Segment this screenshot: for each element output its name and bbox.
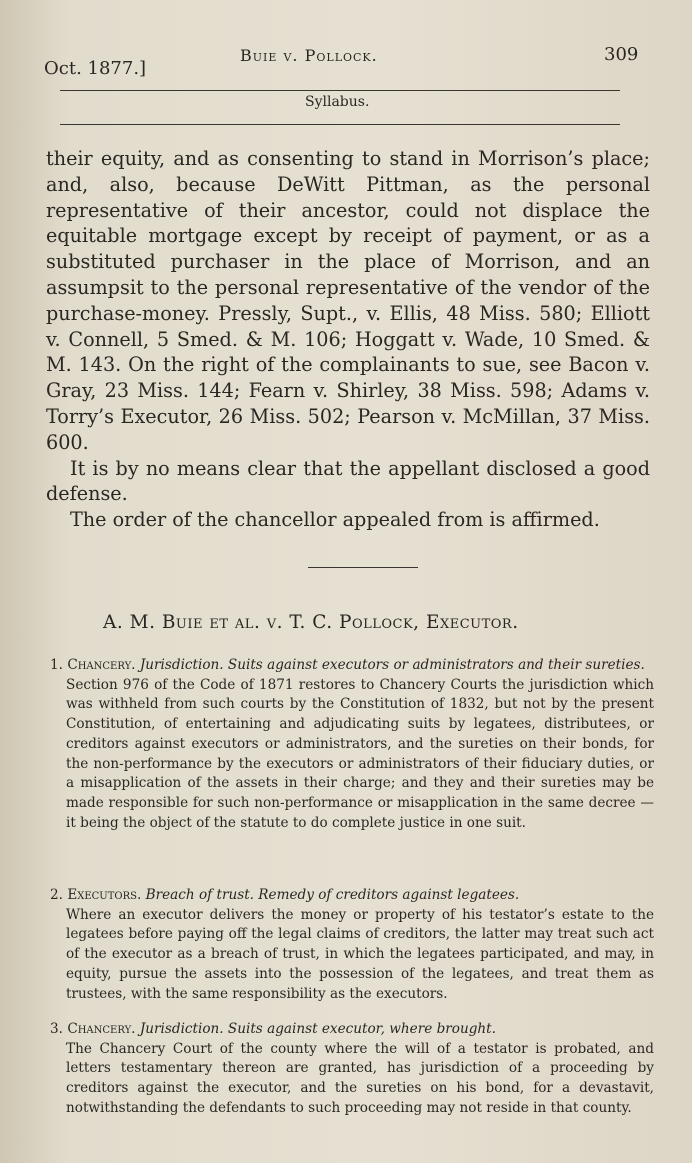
syllabus-item-2	[50, 886, 654, 1004]
header-rule-top	[60, 90, 620, 91]
syllabus-heading: Executors.	[67, 887, 142, 903]
syllabus-topic: Jurisdiction. Suits against executor, where brought.	[139, 1021, 496, 1037]
opinion-text	[46, 146, 650, 533]
section-label: Syllabus.	[305, 94, 370, 110]
syllabus-text: Section 976 of the Code of 1871 restores to Chancery Courts the jurisdiction which was withheld from such courts by the Constitution of 1832, but not by the present Constitution, of entertaining and adjudicating suits by legatees, distributees, or creditors against executors or administrators, and the sureties on their bonds, for the non-performance by the executors or administrators of their fiduciary duties, or a misapplication of the assets in their charge; and they and their sureties may be made responsible for such non-performance or misapplication in the same decree — it being the object of the statute to do complete justice in one suit.	[66, 676, 654, 831]
section-divider	[308, 567, 418, 568]
syllabus-item-1	[50, 656, 654, 833]
syllabus-text: Where an executor delivers the money or property of his testator’s estate to the legatees before paying off the legal claims of creditors, the latter may treat such act of the executor as a breach of trust, in which the legatees participated, and may, in equity, pursue the assets into the possession of the legatees, and treat them as trustees, with the same responsibility as the executors.	[66, 906, 654, 1002]
syllabus-number: 2.	[50, 887, 63, 903]
syllabus-heading: Chancery.	[67, 657, 136, 673]
syllabus-heading: Chancery.	[67, 1021, 136, 1037]
syllabus-text: The Chancery Court of the county where the will of a testator is probated, and letters testamentary thereon are granted, has jurisdiction of a proceeding by creditors against the executor, and the sureties on his bond, for a devastavit, notwithstanding the defendants to such proceeding may not reside in that county.	[66, 1040, 654, 1116]
syllabus-topic: Jurisdiction. Suits against executors or administrators and their sureties.	[139, 657, 645, 673]
syllabus-number: 1.	[50, 657, 63, 673]
page-number: 309	[604, 44, 639, 65]
running-header	[0, 40, 692, 80]
header-date: Oct. 1877.]	[44, 58, 147, 79]
opinion-paragraph-3: The order of the chancellor appealed from is affirmed.	[70, 508, 600, 532]
syllabus-item-3	[50, 1020, 654, 1119]
opinion-paragraph-1: their equity, and as consenting to stand in Morrison’s place; and, also, because DeWitt Pittman, as the personal representative of their ancestor, could not displace the equitable mortgage except by receipt of payment, or as a substituted purchaser in the place of Morrison, and an assumpsit to the personal representative of the vendor of the purchase-money. Pressly, Supt., v. Ellis, 48 Miss. 580; Elliott v. Connell, 5 Smed. & M. 106; Hoggatt v. Wade, 10 Smed. & M. 143. On the right of the complainants to sue, see Bacon v. Gray, 23 Miss. 144; Fearn v. Shirley, 38 Miss. 598; Adams v. Torry’s Executor, 26 Miss. 502; Pearson v. McMillan, 37 Miss. 600.	[46, 147, 650, 454]
case-title: A. M. Buie et al. v. T. C. Pollock, Executor.	[103, 612, 519, 633]
header-rule-bottom	[60, 124, 620, 125]
header-case-title: Buie v. Pollock.	[240, 46, 378, 65]
syllabus-number: 3.	[50, 1021, 63, 1037]
opinion-paragraph-2: It is by no means clear that the appellant disclosed a good defense.	[46, 456, 650, 506]
syllabus-topic: Breach of trust. Remedy of creditors against legatees.	[145, 887, 520, 903]
